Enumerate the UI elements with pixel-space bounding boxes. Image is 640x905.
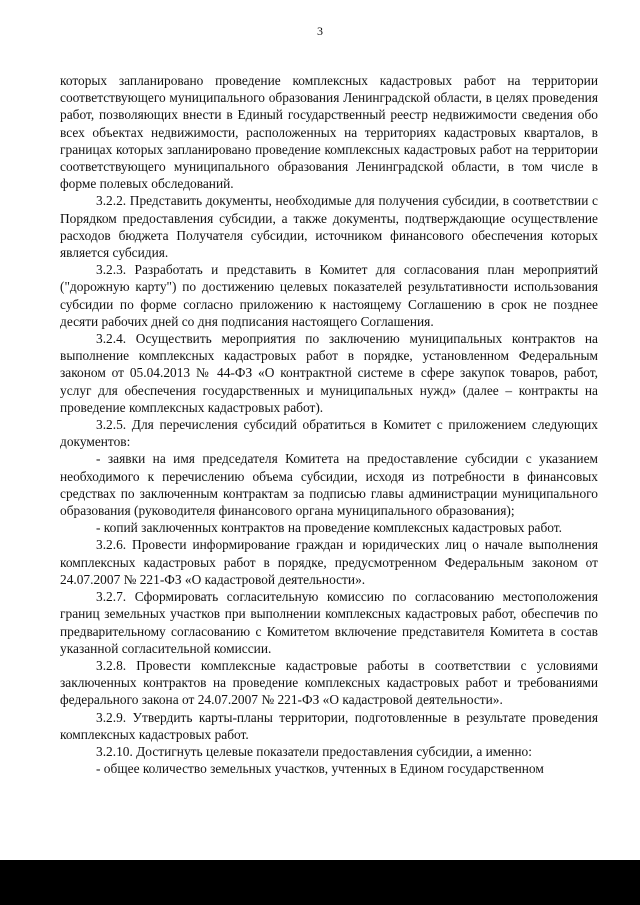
list-item-contract-copies: - копий заключенных контрактов на проведение комплексных кадастровых работ. — [96, 520, 562, 536]
paragraph-3-2-4: 3.2.4. Осуществить мероприятия по заключению муниципальных контрактов на выполнение комплексных кадастровых работ в порядке, установленном Федеральным законом от 05.04.2013 № 44-ФЗ «О контрактной системе в сфере закупок товаров, работ, услуг для обеспечения государственных и муниципальных нужд» (далее – контракты на проведение комплексных кадастровых работ). — [60, 331, 598, 415]
paragraph-3-2-8: 3.2.8. Провести комплексные кадастровые работы в соответствии с условиями заключенных контрактов на проведение комплексных кадастровых работ и требованиями федерального закона от 24.07.2007 № 221-ФЗ «О кадастровой деятельности». — [60, 657, 598, 708]
paragraph-3-2-10: 3.2.10. Достигнуть целевые показатели предоставления субсидии, а именно: — [96, 743, 532, 759]
list-item-application: - заявки на имя председателя Комитета на предоставление субсидии с указанием необходимого к перечислению объема субсидии, исходя из потребности в финансовых средствах по заключенным контрактам за подписью главы администрации муниципального образования (руководителя финансового органа муниципального образования); — [60, 451, 598, 519]
paragraph-3-2-5: 3.2.5. Для перечисления субсидий обратиться в Комитет с приложением следующих документов: — [60, 417, 598, 450]
list-item-land-plots: - общее количество земельных участков, учтенных в Едином государственном — [96, 761, 544, 777]
page-number: 3 — [317, 24, 323, 38]
paragraph-3-2-9: 3.2.9. Утвердить карты-планы территории, подготовленные в результате проведения комплексных кадастровых работ. — [60, 709, 598, 742]
scan-bottom-border — [0, 860, 640, 905]
paragraph-3-2-3: 3.2.3. Разработать и представить в Комитет для согласования план мероприятий ("дорожную карту") по достижению целевых показателей результативности использования субсидии по форме согласно приложению к настоящему Соглашению в срок не позднее десяти рабочих дней со дня подписания настоящего Соглашения. — [60, 262, 598, 329]
document-body — [60, 72, 598, 777]
paragraph-3-2-6: 3.2.6. Провести информирование граждан и юридических лиц о начале выполнения комплексных кадастровых работ в порядке, предусмотренном Федеральным законом от 24.07.2007 № 221-ФЗ «О кадастровой деятельности». — [60, 537, 598, 587]
paragraph-3-2-7: 3.2.7. Сформировать согласительную комиссию по согласованию местоположения границ земельных участков при выполнении комплексных кадастровых работ, обеспечив по предварительному согласованию с Комитетом включение представителя Комитета в состав указанной согласительной комиссии. — [60, 589, 598, 656]
paragraph-continuation: которых запланировано проведение комплексных кадастровых работ на территории соответствующего муниципального образования Ленинградской области, в целях проведения работ, позволяющих внести в Единый государственный реестр недвижимости сведения обо всех объектах недвижимости, расположенных на территориях кадастровых кварталов, в границах которых запланировано проведение комплексных кадастровых работ на территории соответствующего муниципального образования Ленинградской области, в том числе в форме полевых обследований. — [60, 73, 598, 192]
paragraph-3-2-2: 3.2.2. Представить документы, необходимые для получения субсидии, в соответствии с Порядком предоставления субсидии, а также документы, подтверждающие осуществление расходов бюджета Получателя субсидии, источником финансового обеспечения которых является субсидия. — [60, 193, 598, 261]
